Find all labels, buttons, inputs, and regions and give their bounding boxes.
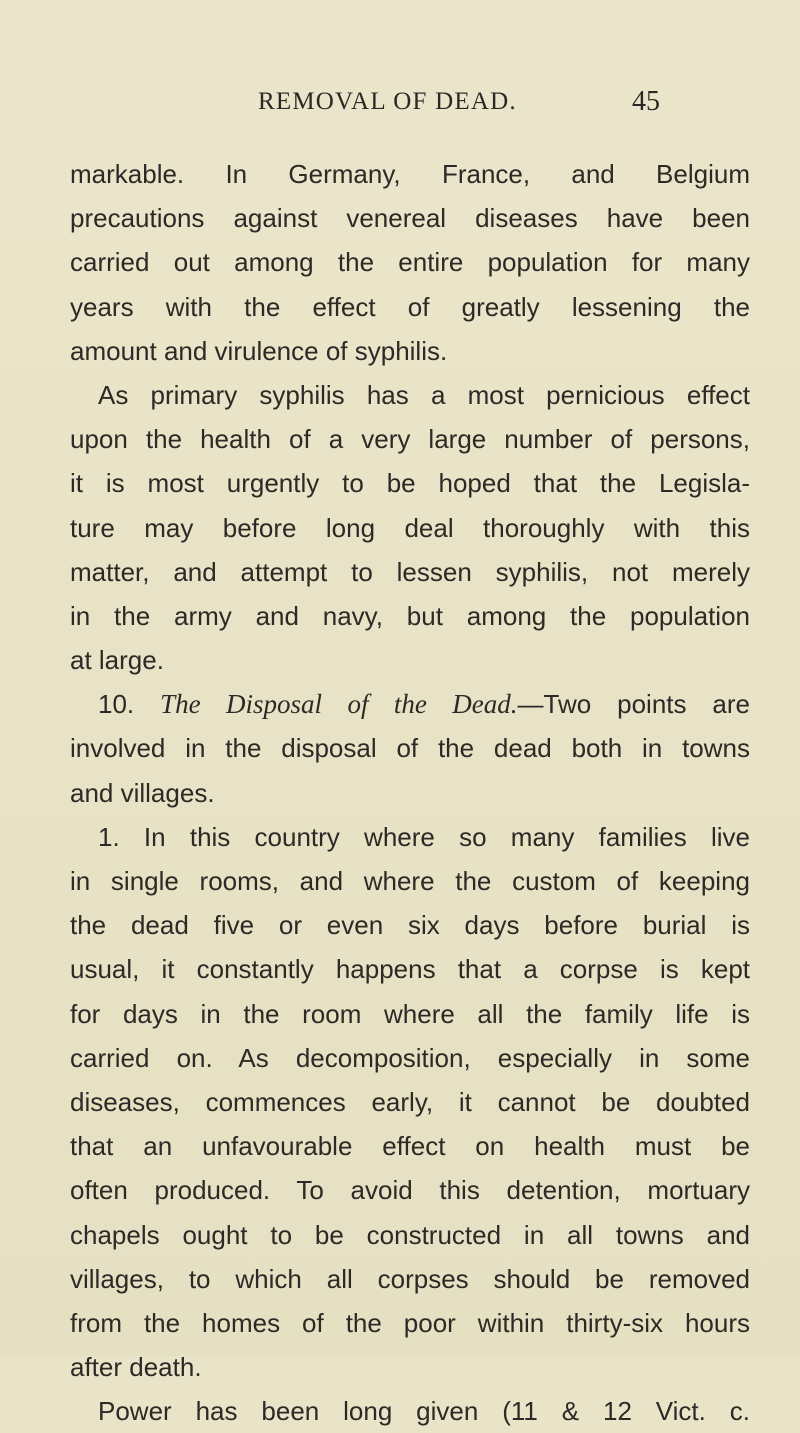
text-line: ture may before long deal thoroughly with this xyxy=(70,512,750,543)
text-line xyxy=(70,682,750,726)
text-line: 1. In this country where so many families live xyxy=(98,821,750,852)
body-text xyxy=(70,152,750,1433)
text-line: often produced. To avoid this detention, mortuary xyxy=(70,1175,750,1206)
section-lead-text: —Two points are xyxy=(517,689,750,720)
text-line: villages, to which all corpses should be removed xyxy=(70,1263,750,1294)
running-title: REMOVAL OF DEAD. xyxy=(258,88,517,115)
text-line: from the homes of the poor within thirty-six hours xyxy=(70,1307,750,1338)
text-line: carried out among the entire population for many xyxy=(70,247,750,278)
text-line: Power has been long given (11 & 12 Vict. c. xyxy=(98,1396,750,1427)
running-head xyxy=(0,86,800,126)
text-line: years with the effect of greatly lessening the xyxy=(70,291,750,322)
text-line: and villages. xyxy=(70,777,215,808)
text-line: after death. xyxy=(70,1352,202,1383)
text-line: diseases, commences early, it cannot be doubted xyxy=(70,1086,750,1117)
section-heading: The Disposal of the Dead. xyxy=(160,689,518,720)
text-line: involved in the disposal of the dead both in towns xyxy=(70,733,750,764)
text-line: the dead five or even six days before burial is xyxy=(70,910,750,941)
text-line: it is most urgently to be hoped that the Legisla- xyxy=(70,468,750,499)
text-line: amount and virulence of syphilis. xyxy=(70,335,448,366)
page-number: 45 xyxy=(632,86,660,117)
text-line: for days in the room where all the family life is xyxy=(70,998,750,1029)
text-line: usual, it constantly happens that a corpse is kept xyxy=(70,954,750,985)
text-line: As primary syphilis has a most pernicious effect xyxy=(98,379,750,410)
text-line: carried on. As decomposition, especially in some xyxy=(70,1042,750,1073)
section-number: 10. xyxy=(98,689,161,720)
text-line: upon the health of a very large number of persons, xyxy=(70,424,750,455)
text-line: in single rooms, and where the custom of keeping xyxy=(70,866,750,896)
text-line: at large. xyxy=(70,645,164,676)
text-line: precautions against venereal diseases have been xyxy=(70,203,750,234)
text-line: chapels ought to be constructed in all towns and xyxy=(70,1219,750,1250)
text-line: markable. In Germany, France, and Belgium xyxy=(70,159,750,189)
text-line: in the army and navy, but among the population xyxy=(70,600,750,631)
text-line: matter, and attempt to lessen syphilis, not merely xyxy=(70,556,750,587)
text-line: that an unfavourable effect on health must be xyxy=(70,1131,750,1162)
